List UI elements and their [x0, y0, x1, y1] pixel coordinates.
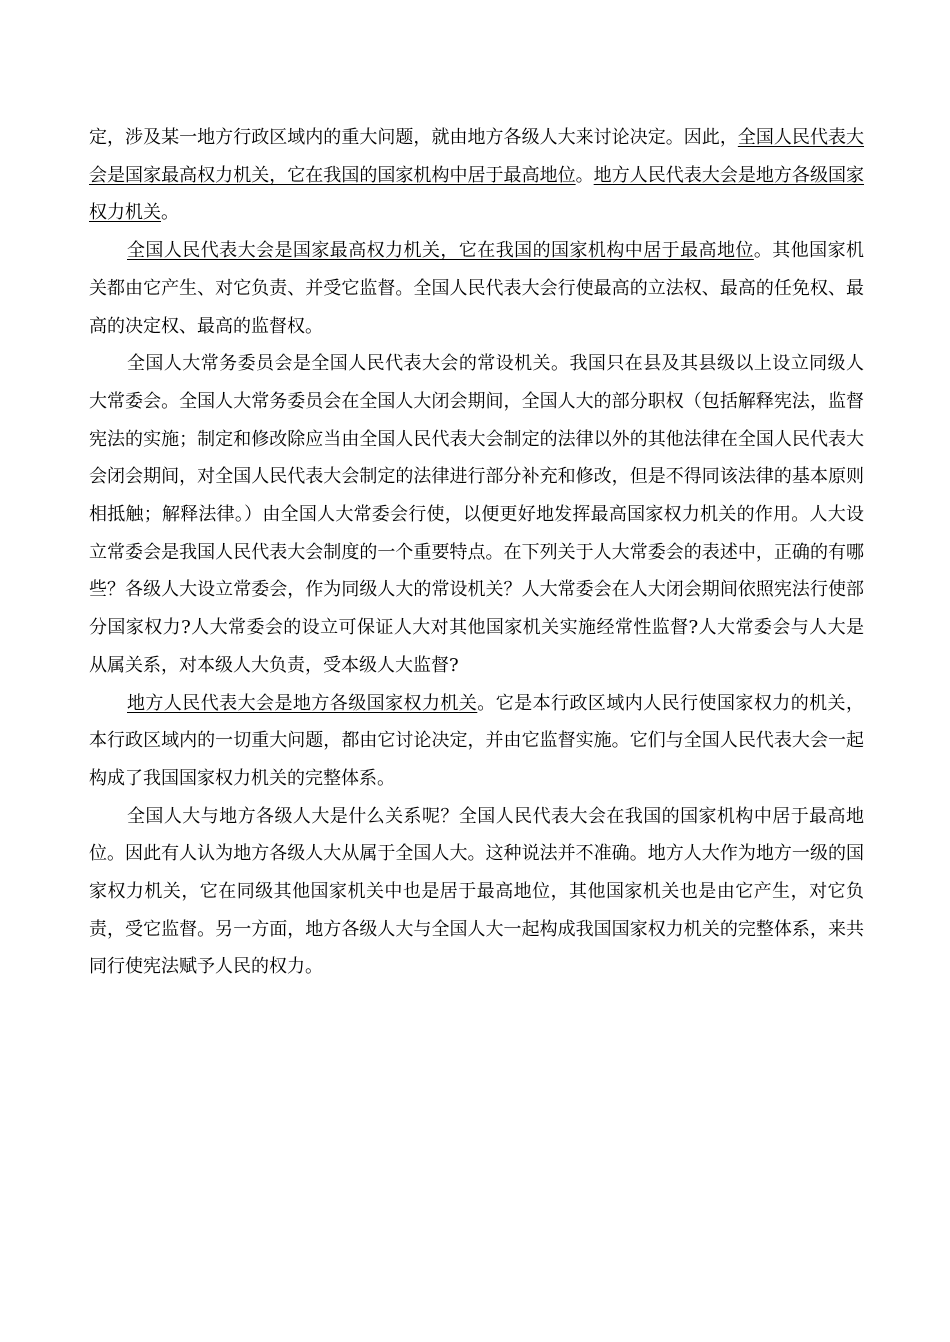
underlined-phrase-npc-highest-2: 全国人民代表大会是国家最高权力机关，它在我国的国家机构中居于最高地位 — [127, 240, 754, 262]
paragraph-1 — [89, 119, 864, 232]
paragraph-3-text: 全国人大常务委员会是全国人民代表大会的常设机关。我国只在县及其县级以上设立同级人大常委会。全国人大常务委员会在全国人大闭会期间，全国人大的部分职权（包括解释宪法，监督宪法的实施；制定和修改除应当由全国人民代表大会制定的法律以外的其他法律在全国人民代表大会闭会期间，对全国人民代表大会制定的法律进行部分补充和修改，但是不得同该法律的基本原则相抵触；解释法律。）由全国人大常委会行使，以便更好地发挥最高国家权力机关的作用。人大设立常委会是我国人民代表大会制度的一个重要特点。在下列关于人大常委会的表述中，正确的有哪些？各级人大设立常委会，作为同级人大的常设机关？人大常委会在人大闭会期间依照宪法行使部分国家权力?人大常委会的设立可保证人大对其他国家机关实施经常性监督?人大常委会与人大是从属关系，对本级人大负责，受本级人大监督? — [89, 353, 864, 676]
paragraph-4-text: 。它是本行政区域内人民行使国家权力的机关，本行政区域内的一切重大问题，都由它讨论决定，并由它监督实施。它们与全国人民代表大会一起构成了我国国家权力机关的完整体系。 — [89, 692, 864, 789]
paragraph-2-text: 。其他国家机关都由它产生、对它负责、并受它监督。全国人民代表大会行使最高的立法权、最高的任免权、最高的决定权、最高的监督权。 — [89, 240, 865, 337]
paragraph-5 — [89, 798, 864, 987]
paragraph-1-text: 定，涉及某一地方行政区域内的重大问题，就由地方各级人大来讨论决定。因此， — [89, 127, 738, 148]
paragraph-1-end: 。 — [161, 202, 179, 224]
underlined-phrase-local-congress: 地方人民代表大会是地方各级国家权力机关 — [89, 164, 865, 224]
document-body — [89, 119, 864, 986]
paragraph-4 — [89, 685, 864, 798]
underlined-phrase-local-congress-2: 地方人民代表大会是地方各级国家权力机关 — [127, 692, 478, 714]
underlined-phrase-npc-highest: 全国人民代表大会是国家最高权力机关，它在我国的国家机构中居于最高地位 — [89, 127, 865, 186]
paragraph-3 — [89, 345, 864, 684]
paragraph-5-text: 全国人大与地方各级人大是什么关系呢？全国人民代表大会在我国的国家机构中居于最高地位。因此有人认为地方各级人大从属于全国人大。这种说法并不准确。地方人大作为地方一级的国家权力机关，它在同级其他国家机关中也是居于最高地位，其他国家机关也是由它产生，对它负责，受它监督。另一方面，地方各级人大与全国人大一起构成我国国家权力机关的完整体系，来共同行使宪法赋予人民的权力。 — [89, 805, 864, 978]
paragraph-1-separator: 。 — [575, 164, 594, 186]
paragraph-2 — [89, 232, 864, 345]
